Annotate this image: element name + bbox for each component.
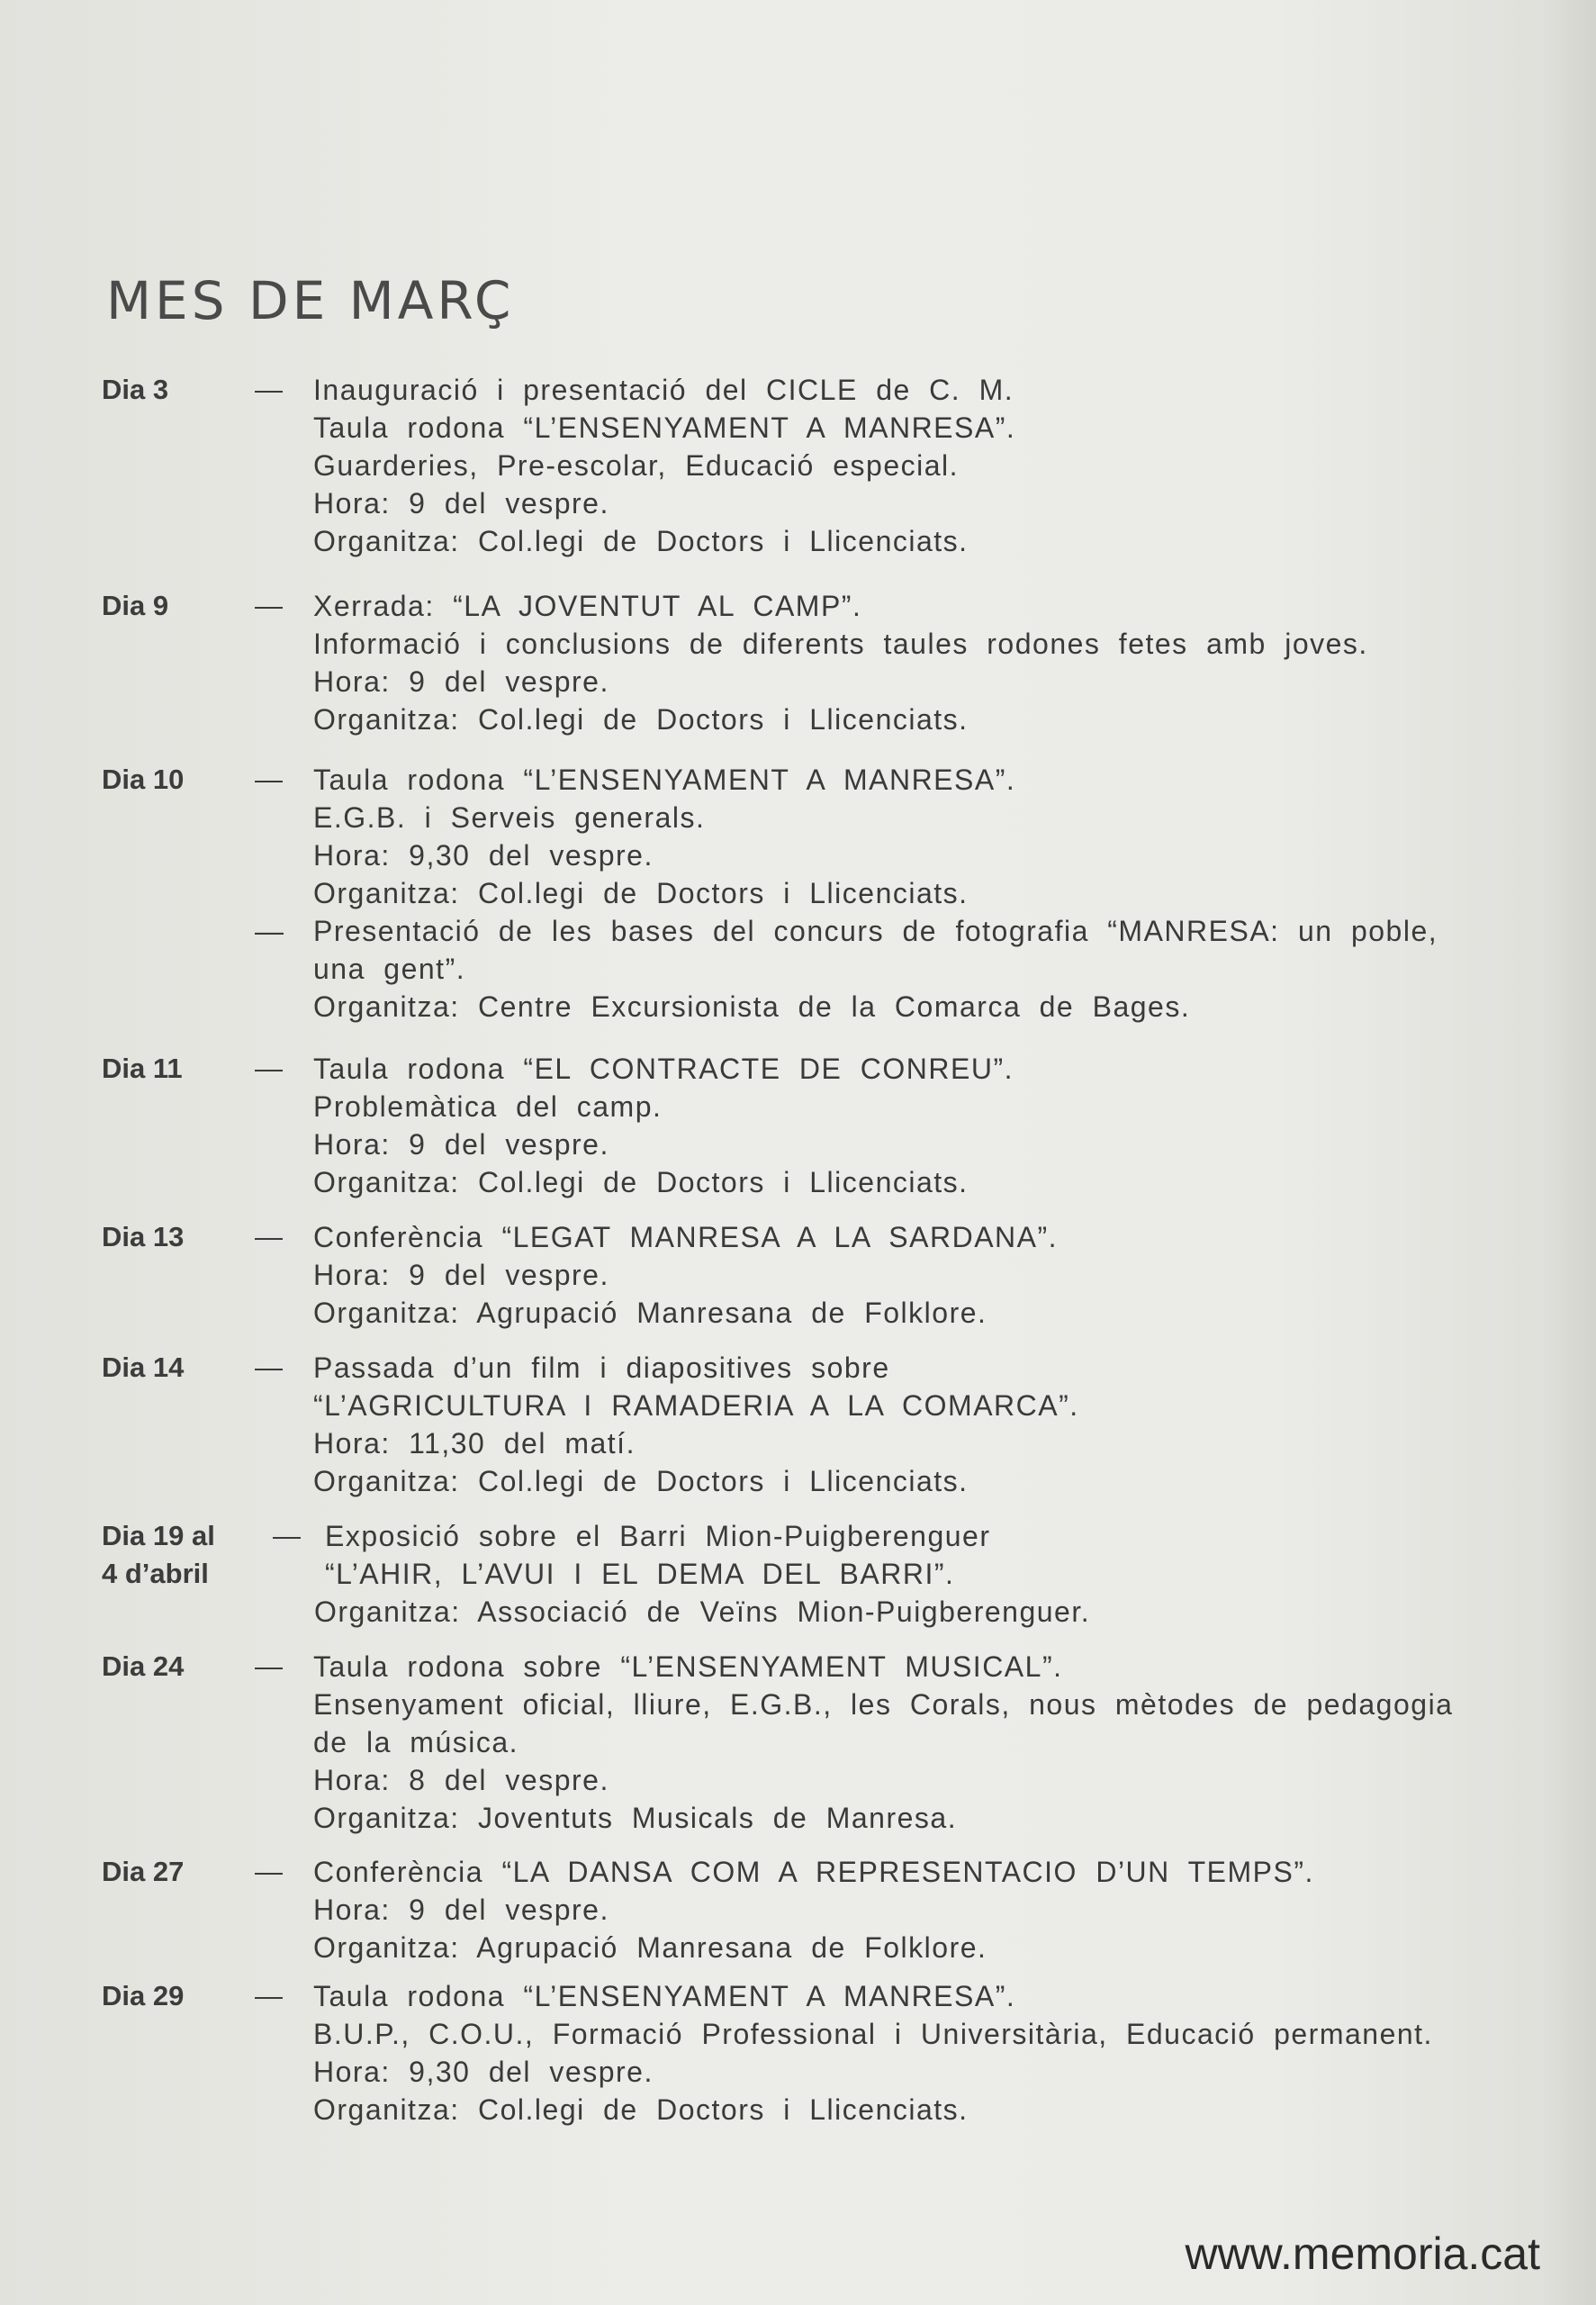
event-description — [313, 587, 1519, 738]
dash: — — [255, 1351, 283, 1383]
event-line: Organitza: Col.legi de Doctors i Llicenciats. — [313, 2093, 969, 2126]
event-line: Conferència “LA DANSA COM A REPRESENTACIO D’UN TEMPS”. — [313, 1856, 1314, 1888]
event-day: Dia 9 — [102, 590, 169, 621]
event-day: Dia 11 — [102, 1053, 183, 1084]
event-line: “L’AHIR, L’AVUI I EL DEMA DEL BARRI”. — [325, 1558, 955, 1590]
event-description — [313, 1218, 1519, 1332]
event-line: Xerrada: “LA JOVENTUT AL CAMP”. — [313, 590, 862, 622]
dash: — — [255, 1221, 283, 1252]
event-line: Hora: 9,30 del vespre. — [313, 2056, 654, 2088]
dash: — — [255, 1650, 283, 1682]
event-description — [313, 1050, 1519, 1201]
dash: — — [255, 1053, 283, 1084]
event-day: Dia 27 — [102, 1856, 185, 1887]
event-line: Organitza: Associació de Veïns Mion-Puigberenguer. — [314, 1595, 1091, 1628]
event-line: Hora: 9,30 del vespre. — [313, 839, 654, 872]
event-line: Inauguració i presentació del CICLE de C. M. — [313, 374, 1014, 406]
event-line: E.G.B. i Serveis generals. — [313, 801, 706, 834]
event-description — [313, 371, 1519, 560]
event-day: Dia 13 — [102, 1221, 185, 1252]
dash: — — [255, 1980, 283, 2011]
event-day: Dia 14 — [102, 1351, 185, 1383]
event-line: Organitza: Agrupació Manresana de Folklore. — [313, 1931, 987, 1964]
page-title: MES DE MARÇ — [106, 270, 515, 331]
dash: — — [273, 1520, 301, 1551]
event-line: Taula rodona “L’ENSENYAMENT A MANRESA”. — [313, 1980, 1016, 2012]
event-line: B.U.P., C.O.U., Formació Professional i Universitària, Educació permanent. — [313, 2018, 1433, 2050]
event-day: Dia 24 — [102, 1650, 185, 1682]
event-line: Taula rodona “L’ENSENYAMENT A MANRESA”. — [313, 764, 1016, 796]
event-description — [313, 1977, 1519, 2129]
event-line: Hora: 8 del vespre. — [313, 1764, 609, 1796]
event-line: Taula rodona “L’ENSENYAMENT A MANRESA”. — [313, 411, 1016, 444]
event-day: Dia 19 al 4 d’abril — [102, 1520, 215, 1589]
event-line: Problemàtica del camp. — [313, 1090, 663, 1123]
event-description — [255, 761, 1519, 1026]
dash: — — [255, 374, 283, 405]
event-line: Hora: 11,30 del matí. — [313, 1427, 636, 1460]
event-line: Taula rodona sobre “L’ENSENYAMENT MUSICAL”. — [313, 1650, 1063, 1683]
event-description — [314, 1517, 1531, 1631]
event-line: “L’AGRICULTURA I RAMADERIA A LA COMARCA”. — [313, 1389, 1079, 1422]
watermark: www.memoria.cat — [1185, 2228, 1540, 2279]
event-line: Hora: 9 del vespre. — [313, 1128, 609, 1161]
event-line: Organitza: Col.legi de Doctors i Llicenciats. — [313, 1166, 969, 1198]
dash: — — [255, 764, 283, 795]
event-line: Hora: 9 del vespre. — [313, 665, 609, 698]
event-day: Dia 10 — [102, 764, 185, 795]
event-day: Dia 3 — [102, 374, 169, 405]
event-description — [313, 1853, 1519, 1966]
event-line: Guarderies, Pre-escolar, Educació especial. — [313, 449, 960, 482]
event-description — [313, 1349, 1519, 1500]
event-day: Dia 29 — [102, 1980, 185, 2011]
event-line: Organitza: Col.legi de Doctors i Llicenciats. — [313, 877, 969, 909]
event-line: Taula rodona “EL CONTRACTE DE CONREU”. — [313, 1053, 1014, 1085]
event-line: Organitza: Agrupació Manresana de Folklore. — [313, 1297, 987, 1329]
event-line: Ensenyament oficial, lliure, E.G.B., les Corals, nous mètodes de pedagogia — [313, 1688, 1454, 1721]
event-line: Hora: 9 del vespre. — [313, 487, 609, 520]
event-line: Organitza: Col.legi de Doctors i Llicenciats. — [313, 525, 969, 557]
event-line: Organitza: Col.legi de Doctors i Llicenciats. — [313, 1465, 969, 1497]
event-line: Conferència “LEGAT MANRESA A LA SARDANA”. — [313, 1221, 1059, 1253]
event-line: — Presentació de les bases del concurs de fotografia “MANRESA: un poble, — [313, 912, 1519, 950]
event-line: Hora: 9 del vespre. — [313, 1894, 609, 1926]
event-line: Passada d’un film i diapositives sobre — [313, 1351, 890, 1384]
dash: — — [255, 915, 285, 947]
event-line: Organitza: Col.legi de Doctors i Llicenciats. — [313, 703, 969, 736]
event-line: Informació i conclusions de diferents taules rodones fetes amb joves. — [313, 628, 1368, 660]
event-line: Organitza: Joventuts Musicals de Manresa. — [313, 1802, 958, 1834]
event-line: una gent”. — [313, 953, 466, 985]
event-description — [313, 1648, 1519, 1837]
event-line: Exposició sobre el Barri Mion-Puigberenguer — [325, 1520, 991, 1552]
event-line: Organitza: Centre Excursionista de la Comarca de Bages. — [313, 990, 1191, 1023]
dash: — — [255, 590, 283, 621]
event-line: de la música. — [313, 1726, 519, 1758]
dash: — — [255, 1856, 283, 1887]
page-shadow — [1542, 0, 1596, 2305]
event-line: Hora: 9 del vespre. — [313, 1259, 609, 1291]
